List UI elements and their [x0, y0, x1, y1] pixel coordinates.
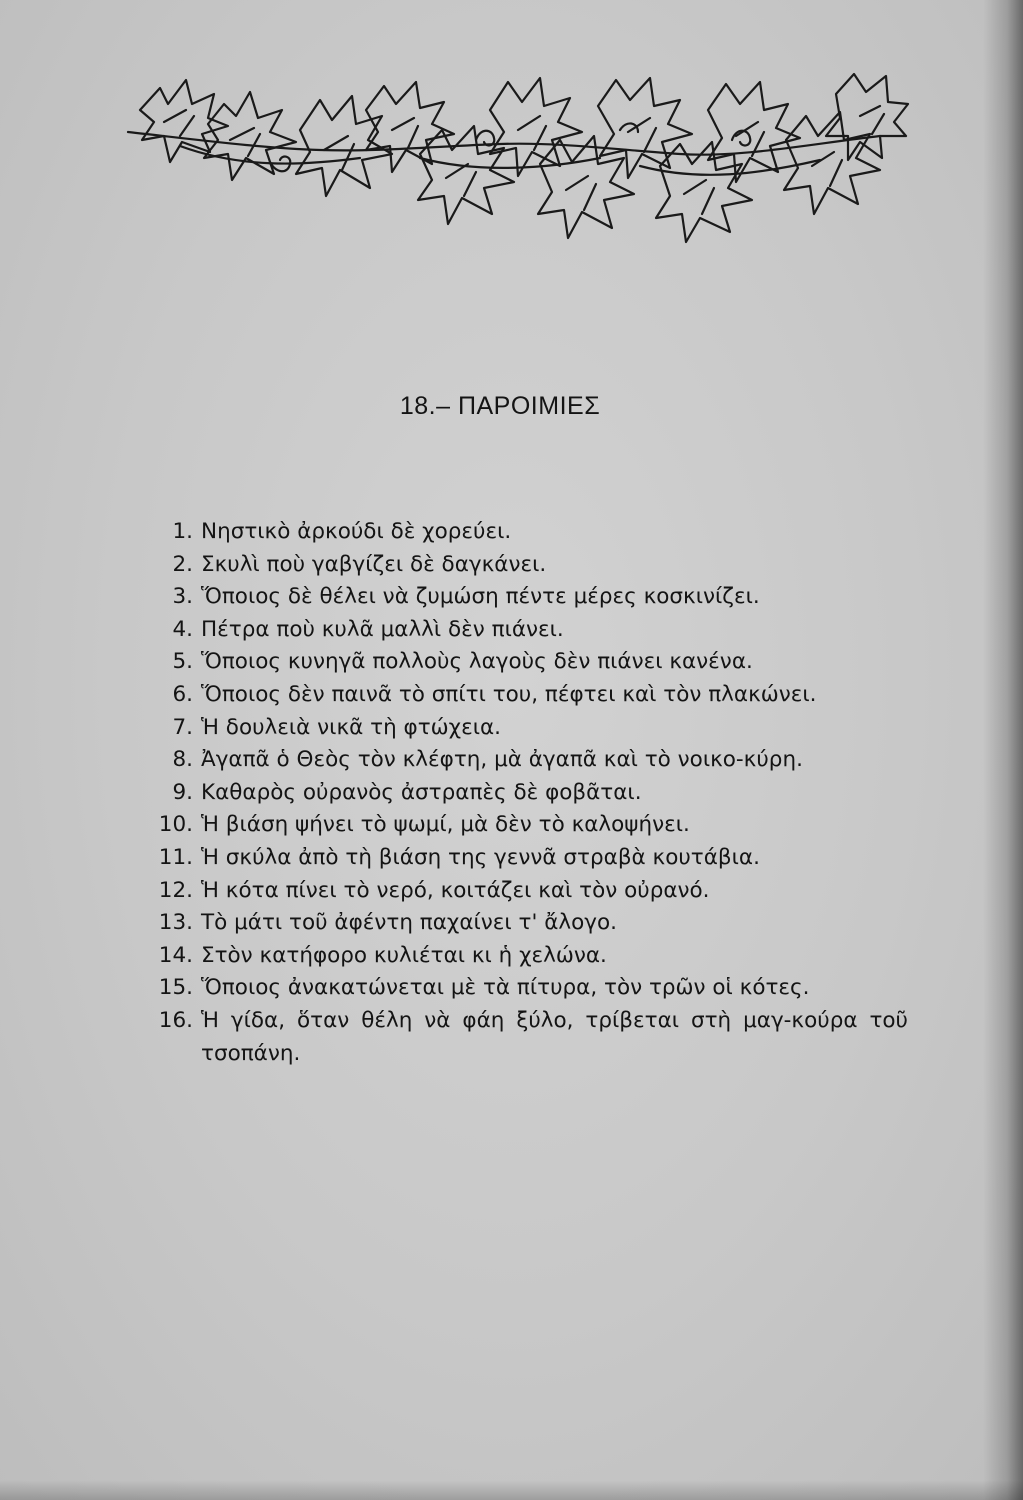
item-text: Καθαρὸς οὐρανὸς ἀστραπὲς δὲ φοβᾶται.	[201, 779, 642, 805]
page-edge-shadow	[983, 0, 1023, 1500]
item-number: 12.	[158, 877, 193, 903]
list-item	[128, 712, 908, 745]
item-text: Ὅποιος δὲν παινᾶ τὸ σπίτι του, πέφτει καὶ τὸν πλακώνει.	[201, 681, 817, 707]
list-item	[128, 972, 908, 1005]
list-item	[128, 842, 908, 875]
chapter-title: 18.– ΠΑΡΟΙΜΙΕΣ	[399, 392, 601, 420]
item-number: 5.	[172, 649, 193, 675]
item-number: 13.	[158, 910, 193, 936]
proverb-list	[128, 516, 908, 1070]
item-text: Ἡ δουλειὰ νικᾶ τὴ φτώχεια.	[201, 714, 501, 740]
list-item	[128, 581, 908, 614]
item-text: Πέτρα ποὺ κυλᾶ μαλλὶ δὲν πιάνει.	[201, 616, 564, 642]
item-number: 11.	[158, 844, 193, 870]
list-item	[128, 614, 908, 647]
item-number: 15.	[158, 975, 193, 1001]
item-number: 2.	[172, 551, 193, 577]
item-number: 9.	[172, 779, 193, 805]
item-number: 14.	[158, 942, 193, 968]
item-text: Ἡ κότα πίνει τὸ νερό, κοιτάζει καὶ τὸν οὐρανό.	[201, 877, 710, 903]
item-text: Ἡ βιάση ψήνει τὸ ψωμί, μὰ δὲν τὸ καλοψήνει.	[201, 812, 690, 838]
item-text: Ἡ σκύλα ἀπὸ τὴ βιάση της γεννᾶ στραβὰ κουτάβια.	[201, 844, 760, 870]
item-text: Ὅποιος δὲ θέλει νὰ ζυμώση πέντε μέρες κοσκινίζει.	[201, 584, 760, 610]
list-item	[128, 940, 908, 973]
list-item	[128, 646, 908, 679]
item-text: Ἀγαπᾶ ὁ Θεὸς τὸν κλέφτη, μὰ ἀγαπᾶ καὶ τὸ νοικο-κύρη.	[201, 747, 803, 773]
item-number: 4.	[172, 616, 193, 642]
item-text: Νηστικὸ ἀρκούδι δὲ χορεύει.	[201, 519, 512, 544]
list-item	[128, 744, 908, 777]
item-text: Τὸ μάτι τοῦ ἀφέντη παχαίνει τ' ἄλογο.	[201, 910, 617, 936]
item-text: Ἡ γίδα, ὅταν θέλη νὰ φάη ξύλο, τρίβεται στὴ μαγ-κούρα τοῦ τσοπάνη.	[201, 1007, 908, 1066]
list-item	[128, 516, 908, 549]
item-number: 16.	[158, 1007, 193, 1033]
item-text: Σκυλὶ ποὺ γαβγίζει δὲ δαγκάνει.	[201, 551, 547, 577]
list-item	[128, 907, 908, 940]
list-item	[128, 777, 908, 810]
item-number: 8.	[172, 747, 193, 773]
item-text: Στὸν κατήφορο κυλιέται κι ἡ χελώνα.	[201, 942, 607, 968]
list-item	[128, 809, 908, 842]
vine-leaf-ornament	[120, 70, 910, 250]
item-text: Ὅποιος ἀνακατώνεται μὲ τὰ πίτυρα, τὸν τρῶν οἱ κότες.	[201, 975, 810, 1001]
list-item	[128, 549, 908, 582]
item-number: 3.	[172, 584, 193, 610]
list-item	[128, 679, 908, 712]
item-number: 1.	[172, 519, 193, 544]
item-text: Ὅποιος κυνηγᾶ πολλοὺς λαγοὺς δὲν πιάνει κανένα.	[201, 649, 753, 675]
page-bottom-shadow	[0, 1480, 1023, 1500]
item-number: 6.	[172, 681, 193, 707]
item-number: 10.	[158, 812, 193, 838]
list-item	[128, 875, 908, 908]
list-item	[128, 1005, 908, 1070]
item-number: 7.	[172, 714, 193, 740]
